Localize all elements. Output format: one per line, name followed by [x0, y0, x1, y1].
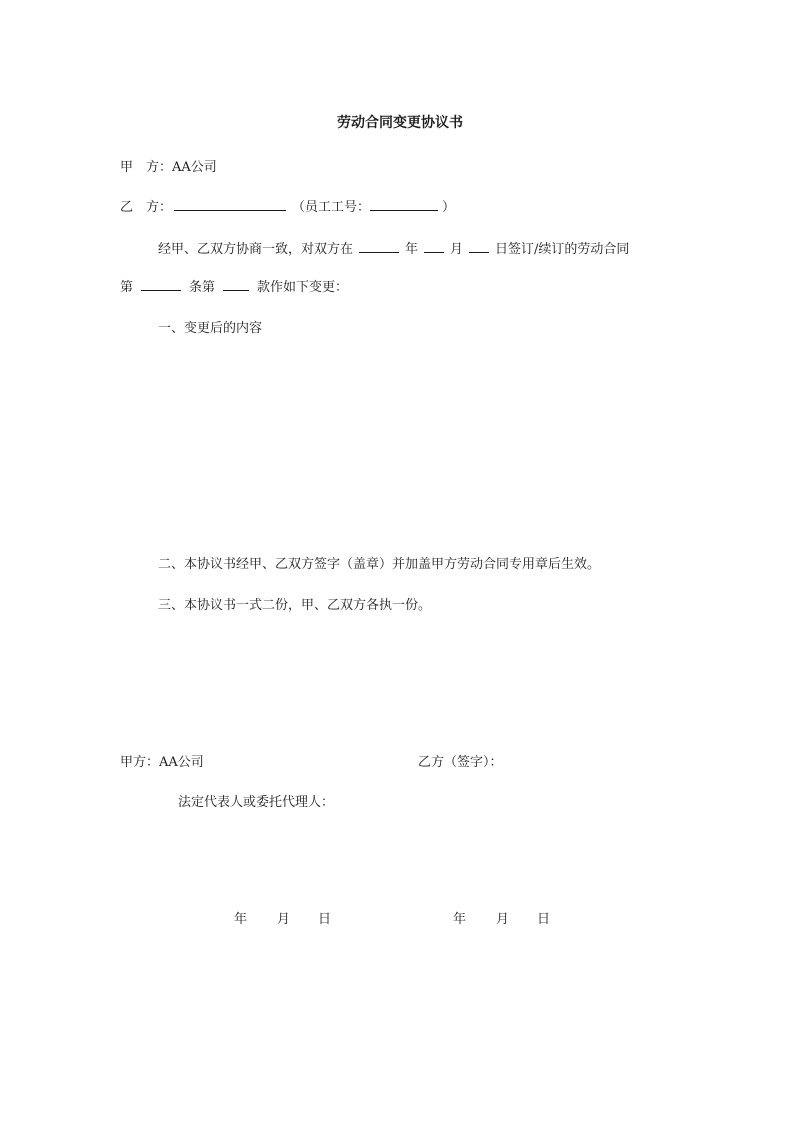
party-a-line: [120, 156, 217, 175]
party-b-name-blank[interactable]: [174, 198, 286, 211]
year-blank[interactable]: [359, 240, 399, 253]
item-2-effectiveness: 二、本协议书经甲、乙双方签字（盖章）并加盖甲方劳动合同专用章后生效。: [158, 557, 601, 572]
employee-id-open: （员工工号：: [292, 200, 371, 215]
paragraph-1: [158, 238, 629, 257]
para1-text: 经甲、乙双方协商一致，对双方在: [158, 242, 354, 257]
employee-id-close: ）: [442, 200, 456, 215]
month-label: 月: [450, 242, 464, 257]
legal-representative-label: 法定代表人或委托代理人：: [178, 795, 335, 810]
date-b-day: 日: [537, 912, 551, 927]
article-clause-text: 条第: [189, 280, 216, 295]
date-party-a: [234, 908, 331, 927]
change-intro-text: 款作如下变更：: [257, 280, 349, 295]
date-a-year: 年: [234, 912, 248, 927]
document-title: 劳动合同变更协议书: [337, 115, 463, 131]
article-blank[interactable]: [141, 278, 181, 291]
month-blank[interactable]: [424, 240, 444, 253]
party-b-label: 乙 方：: [120, 200, 173, 215]
party-a-label: 甲 方：: [120, 160, 173, 175]
article-prefix: 第: [120, 280, 134, 295]
date-a-month: 月: [277, 912, 291, 927]
date-party-b: [453, 908, 550, 927]
paragraph-2: [120, 276, 348, 295]
item-1-changed-content: 一、变更后的内容: [158, 321, 263, 336]
date-b-year: 年: [453, 912, 467, 927]
date-b-month: 月: [496, 912, 510, 927]
date-a-day: 日: [318, 912, 332, 927]
employee-id-blank[interactable]: [370, 198, 438, 211]
signature-party-a: 甲方：AA公司: [120, 755, 204, 770]
item-3-copies: 三、本协议书一式二份，甲、乙双方各执一份。: [158, 598, 432, 613]
day-blank[interactable]: [469, 240, 489, 253]
party-a-name: AA公司: [172, 160, 217, 175]
party-b-line: [120, 196, 455, 215]
day-rest-text: 日签订/续订的劳动合同: [495, 242, 630, 257]
year-label: 年: [405, 242, 419, 257]
clause-blank[interactable]: [223, 278, 249, 291]
signature-party-b: 乙方（签字）：: [418, 755, 503, 770]
